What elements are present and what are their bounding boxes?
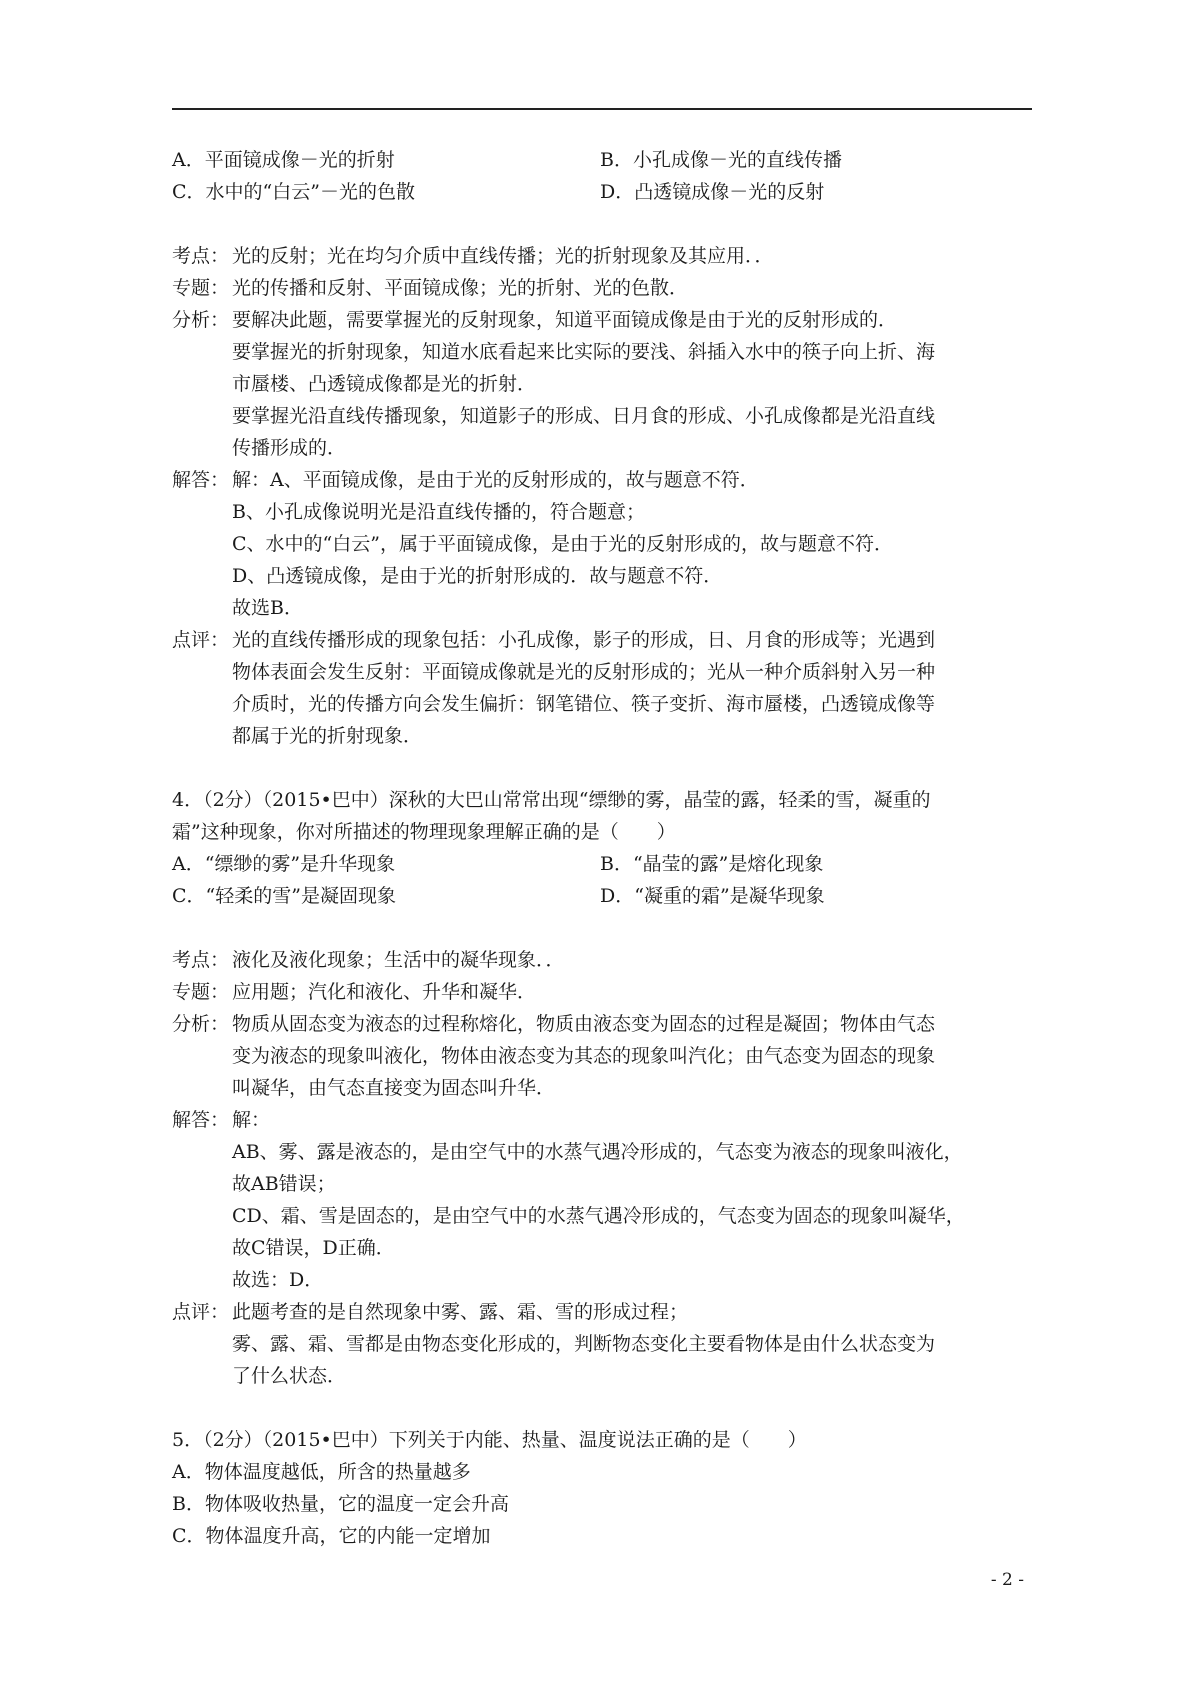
text-line: 物质从固态变为液态的过程称熔化，物质由液态变为固态的过程是凝固；物体由气态 [232,1013,936,1035]
section-label: 解答： [172,469,230,491]
text-line: 叫凝华，由气态直接变为固态叫升华． [232,1077,556,1099]
q4-options-row-2 [172,880,1032,912]
text-line: 变为液态的现象叫液化，物体由液态变为其态的现象叫汽化；由气态变为固态的现象 [232,1045,936,1067]
q3-kaodian [172,240,1032,272]
text-line: 介质时，光的传播方向会发生偏折：钢笔错位、筷子变折、海市蜃楼，凸透镜成像等 [232,693,936,715]
q4-fenxi [172,1008,1032,1104]
q4-option-c: C．“轻柔的雪”是凝固现象 [172,885,396,907]
section-label: 点评： [172,1301,230,1323]
section-label: 考点： [172,245,230,267]
section-label: 考点： [172,949,230,971]
section-text: 解： [232,1109,271,1131]
q5-stem: 5．（2分）（2015•巴中）下列关于内能、热量、温度说法正确的是（ ） [172,1429,807,1451]
question-stem-line: 4．（2分）（2015•巴中）深秋的大巴山常常出现“缥缈的雾，晶莹的露，轻柔的雪，凝重的 [172,789,931,811]
q4-dianping-body [172,1328,1032,1392]
q4-option-d: D．“凝重的霜”是凝华现象 [600,885,825,907]
section-label: 专题： [172,277,230,299]
q4-kaodian [172,944,1032,976]
q4-options-row-1 [172,848,1032,880]
q3-jieda [172,464,1032,496]
q5-option-a: A．物体温度越低，所含的热量越多 [172,1461,471,1483]
text-line: 光的直线传播形成的现象包括：小孔成像，影子的形成，日、月食的形成等；光遇到 [232,629,936,651]
text-line: 故选：D． [232,1269,324,1291]
section-label: 专题： [172,981,230,1003]
text-line: 要掌握光沿直线传播现象，知道影子的形成、日月食的形成、小孔成像都是光沿直线 [232,405,936,427]
header-rule [172,108,1032,110]
page-number: - 2 - [990,1570,1024,1590]
section-text: 液化及液化现象；生活中的凝华现象．． [232,949,565,971]
q3-option-a: A．平面镜成像－光的折射 [172,149,395,171]
q4-option-b: B．“晶莹的露”是熔化现象 [600,853,824,875]
question-stem-line: 霜”这种现象，你对所描述的物理现象理解正确的是（ ） [172,821,676,843]
text-line: 故选B． [232,597,303,619]
text-line: 都属于光的折射现象． [232,725,423,747]
q3-jieda-body [172,496,1032,624]
q3-options-row-2 [172,176,1032,208]
q3-option-b: B．小孔成像－光的直线传播 [600,149,842,171]
q4-stem [172,784,1032,848]
q3-options-row-1 [172,144,1032,176]
q3-option-d: D．凸透镜成像－光的反射 [600,181,825,203]
text-line: 要掌握光的折射现象，知道水底看起来比实际的要浅、斜插入水中的筷子向上折、海 [232,341,936,363]
q4-option-a: A．“缥缈的雾”是升华现象 [172,853,396,875]
q4-dianping [172,1296,1032,1328]
section-text: 解：A、平面镜成像，是由于光的反射形成的，故与题意不符． [232,469,759,491]
section-text: 要解决此题，需要掌握光的反射现象，知道平面镜成像是由于光的反射形成的． [232,309,898,331]
section-label: 点评： [172,629,230,651]
text-line: 市蜃楼、凸透镜成像都是光的折射． [232,373,537,395]
q5-option-b: B．物体吸收热量，它的温度一定会升高 [172,1493,509,1515]
section-text: 此题考查的是自然现象中雾、露、霜、雪的形成过程； [232,1301,689,1323]
text-line: CD、霜、雪是固态的，是由空气中的水蒸气遇冷形成的，气态变为固态的现象叫凝华， [232,1205,965,1227]
q3-zhuanti [172,272,1032,304]
text-line: AB、雾、露是液态的，是由空气中的水蒸气遇冷形成的，气态变为液态的现象叫液化， [232,1141,963,1163]
text-line: D、凸透镜成像，是由于光的折射形成的．故与题意不符． [232,565,723,587]
q4-jieda-body [172,1136,1032,1296]
section-label: 分析： [172,1013,230,1035]
q5-option-c: C．物体温度升高，它的内能一定增加 [172,1525,491,1547]
text-line: 物体表面会发生反射：平面镜成像就是光的反射形成的；光从一种介质斜射入另一种 [232,661,936,683]
text-line: 故C错误，D正确． [232,1237,395,1259]
text-line: 故AB错误； [232,1173,336,1195]
text-line: 传播形成的． [232,437,347,459]
q3-fenxi-body [172,336,1032,464]
q3-dianping [172,624,1032,752]
section-text: 光的反射；光在均匀介质中直线传播；光的折射现象及其应用．． [232,245,774,267]
text-line: C、水中的“白云”，属于平面镜成像，是由于光的反射形成的，故与题意不符． [232,533,893,555]
q3-option-c: C．水中的“白云”－光的色散 [172,181,415,203]
section-label: 分析： [172,309,230,331]
q4-zhuanti [172,976,1032,1008]
q3-fenxi [172,304,1032,336]
section-text: 应用题；汽化和液化、升华和凝华． [232,981,537,1003]
text-line: 了什么状态． [232,1365,347,1387]
page-content [172,144,1032,1552]
section-label: 解答： [172,1109,230,1131]
text-line: B、小孔成像说明光是沿直线传播的，符合题意； [232,501,645,523]
q4-jieda [172,1104,1032,1136]
section-text: 光的传播和反射、平面镜成像；光的折射、光的色散． [232,277,689,299]
text-line: 雾、露、霜、雪都是由物态变化形成的，判断物态变化主要看物体是由什么状态变为 [232,1333,936,1355]
